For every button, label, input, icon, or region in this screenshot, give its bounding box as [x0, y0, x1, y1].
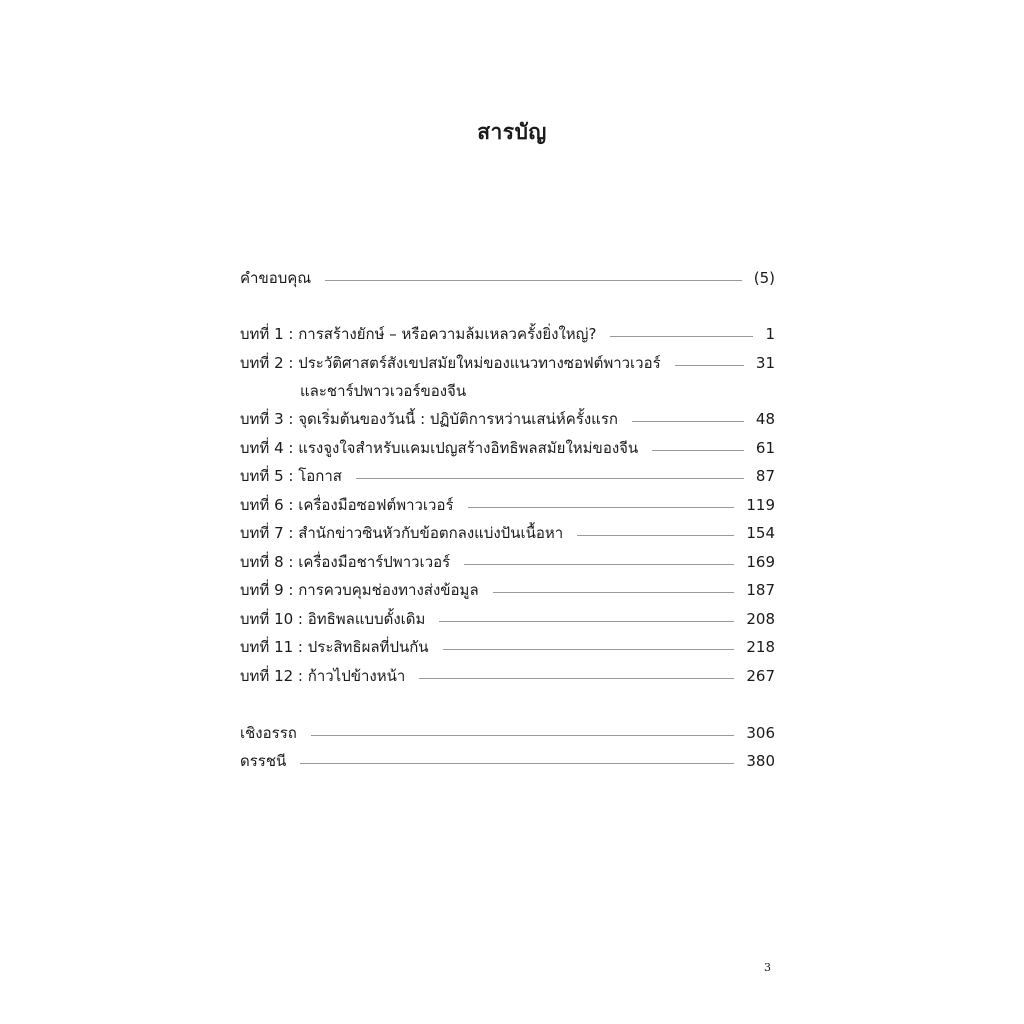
toc-entry-label: บทที่ 10 : อิทธิพลแบบดั้งเดิม: [240, 610, 426, 628]
toc-entry-page: 87: [755, 467, 775, 485]
toc-entry-chapter-4: [240, 434, 775, 462]
leader-line: [311, 735, 735, 736]
toc-entry-acknowledgements: [240, 264, 775, 292]
toc-entry-chapter-7: [240, 519, 775, 547]
toc-entry-page: 1: [765, 325, 775, 343]
toc-entry-page: 154: [746, 524, 775, 542]
leader-line: [610, 336, 753, 337]
leader-line: [652, 450, 744, 451]
toc-entry-chapter-10: [240, 605, 775, 633]
toc-entry-page: 380: [746, 752, 775, 770]
leader-line: [464, 564, 734, 565]
leader-line: [300, 763, 734, 764]
toc-entry-label: บทที่ 12 : ก้าวไปข้างหน้า: [240, 667, 406, 685]
toc-entry-continuation: และชาร์ปพาวเวอร์ของจีน: [300, 382, 467, 400]
toc-entry-label: ดรรชนี: [240, 752, 287, 770]
toc-entry-label: บทที่ 2 : ประวัติศาสตร์สังเขปสมัยใหม่ของแนวทางซอฟต์พาวเวอร์: [240, 354, 661, 372]
toc-entry-page: 187: [746, 581, 775, 599]
leader-line: [577, 535, 734, 536]
toc-entry-label: บทที่ 8 : เครื่องมือชาร์ปพาวเวอร์: [240, 553, 451, 571]
toc-entry-label: บทที่ 3 : จุดเริ่มต้นของวันนี้ : ปฏิบัติการหว่านเสน่ห์ครั้งแรก: [240, 410, 618, 428]
toc-entry-label: บทที่ 9 : การควบคุมช่องทางส่งข้อมูล: [240, 581, 479, 599]
toc-entry-notes: [240, 719, 775, 747]
toc-entry-label: บทที่ 6 : เครื่องมือซอฟต์พาวเวอร์: [240, 496, 454, 514]
toc-entry-chapter-12: [240, 662, 775, 690]
toc-entry-page: 306: [746, 724, 775, 742]
toc-entry-page: 218: [746, 638, 775, 656]
leader-line: [632, 421, 744, 422]
page-number: 3: [764, 961, 771, 974]
toc-entry-label: บทที่ 11 : ประสิทธิผลที่ปนกัน: [240, 638, 429, 656]
toc-entry-chapter-3: [240, 405, 775, 433]
toc-entry-page: 31: [755, 354, 775, 372]
toc-entry-page: 119: [746, 496, 775, 514]
toc-entry-label: เชิงอรรถ: [240, 724, 297, 742]
toc-entry-label: บทที่ 7 : สำนักข่าวซินหัวกับข้อตกลงแบ่งปันเนื้อหา: [240, 524, 564, 542]
leader-line: [493, 592, 735, 593]
toc-entry-label: คำขอบคุณ: [240, 269, 312, 287]
toc-entry-chapter-11: [240, 633, 775, 661]
leader-line: [443, 649, 735, 650]
toc-entry-chapter-1: [240, 320, 775, 348]
leader-line: [468, 507, 735, 508]
leader-line: [325, 280, 742, 281]
toc-entry-page: 48: [755, 410, 775, 428]
toc-entry-label: บทที่ 1 : การสร้างยักษ์ – หรือความล้มเหลวครั้งยิ่งใหญ่?: [240, 325, 597, 343]
toc-entry-index: [240, 747, 775, 775]
toc-entry-page: 267: [746, 667, 775, 685]
toc-entry-chapter-8: [240, 548, 775, 576]
leader-line: [419, 678, 734, 679]
toc-entry-label: บทที่ 5 : โอกาส: [240, 467, 342, 485]
toc-entry-chapter-5: [240, 462, 775, 490]
page-title: สารบัญ: [477, 120, 547, 144]
toc-entry-chapter-2: [240, 349, 775, 377]
leader-line: [356, 478, 744, 479]
toc-entry-page: (5): [753, 269, 775, 287]
toc-entry-chapter-9: [240, 576, 775, 604]
toc-entry-page: 169: [746, 553, 775, 571]
leader-line: [439, 621, 734, 622]
toc-entry-page: 208: [746, 610, 775, 628]
toc-entry-chapter-6: [240, 491, 775, 519]
toc-entry-page: 61: [755, 439, 775, 457]
leader-line: [675, 365, 744, 366]
toc-entry-label: บทที่ 4 : แรงจูงใจสำหรับแคมเปญสร้างอิทธิพลสมัยใหม่ของจีน: [240, 439, 639, 457]
